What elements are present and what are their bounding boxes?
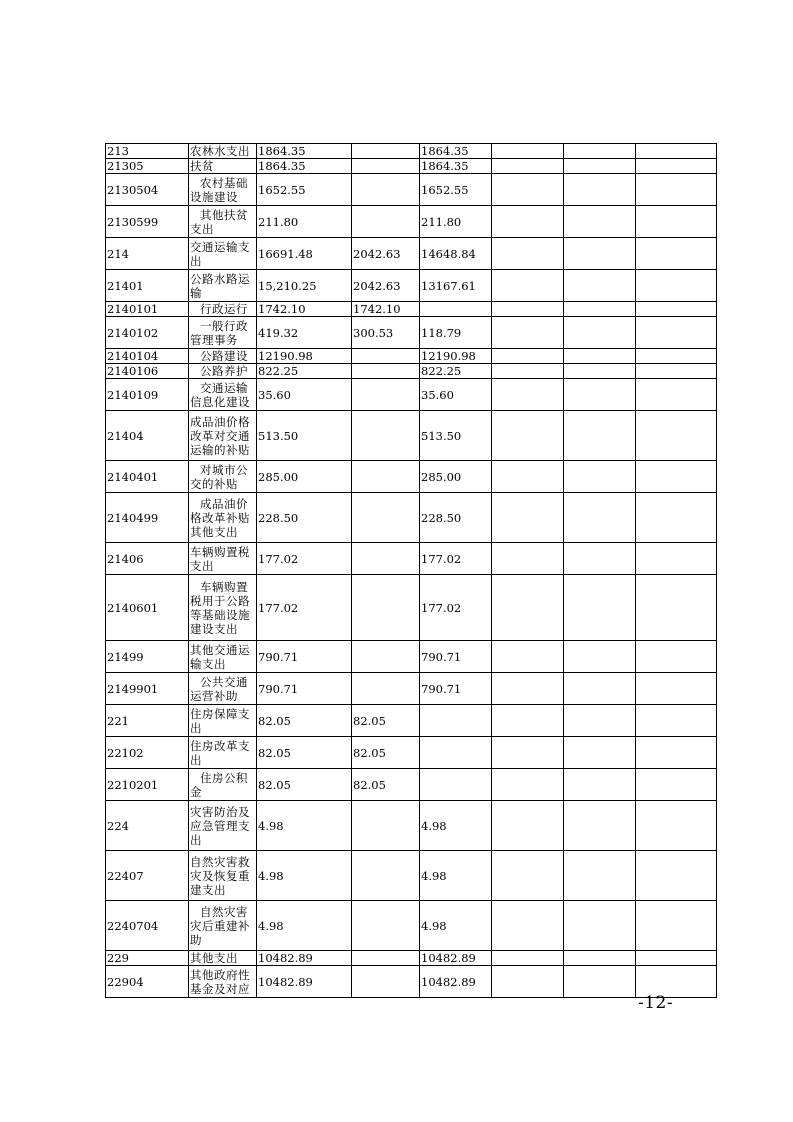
table-row <box>106 641 717 673</box>
project-expenditure-cell: 12190.98 <box>420 349 492 364</box>
subject-name-cell: 公路水路运输 <box>189 270 257 302</box>
project-expenditure-cell: 13167.61 <box>420 270 492 302</box>
empty-cell <box>564 238 636 270</box>
subject-name-cell: 自然灾害救灾及恢复重建支出 <box>189 851 257 901</box>
empty-cell <box>636 461 717 493</box>
subject-name-cell: 交通运输支出 <box>189 238 257 270</box>
empty-cell <box>492 641 564 673</box>
empty-cell <box>636 951 717 966</box>
total-amount-cell: 1652.55 <box>257 174 352 206</box>
project-expenditure-cell <box>420 737 492 769</box>
empty-cell <box>492 851 564 901</box>
subject-code-cell: 2140101 <box>106 302 189 317</box>
subject-name-cell: 公路养护 <box>189 364 257 379</box>
subject-name-cell: 公共交通运营补助 <box>189 673 257 705</box>
empty-cell <box>564 174 636 206</box>
basic-expenditure-cell: 82.05 <box>352 705 420 737</box>
total-amount-cell: 12190.98 <box>257 349 352 364</box>
empty-cell <box>564 302 636 317</box>
table-row <box>106 673 717 705</box>
project-expenditure-cell: 118.79 <box>420 317 492 349</box>
subject-name-cell: 其他支出 <box>189 951 257 966</box>
empty-cell <box>564 543 636 575</box>
subject-code-cell: 2140601 <box>106 575 189 641</box>
subject-name-cell: 车辆购置税用于公路等基础设施建设支出 <box>189 575 257 641</box>
empty-cell <box>564 349 636 364</box>
table-row <box>106 951 717 966</box>
empty-cell <box>564 144 636 159</box>
subject-code-cell: 21499 <box>106 641 189 673</box>
empty-cell <box>636 364 717 379</box>
project-expenditure-cell: 790.71 <box>420 673 492 705</box>
table-row <box>106 461 717 493</box>
basic-expenditure-cell <box>352 673 420 705</box>
total-amount-cell: 10482.89 <box>257 951 352 966</box>
empty-cell <box>564 461 636 493</box>
empty-cell <box>492 461 564 493</box>
subject-name-cell: 车辆购置税支出 <box>189 543 257 575</box>
empty-cell <box>636 673 717 705</box>
project-expenditure-cell: 790.71 <box>420 641 492 673</box>
total-amount-cell: 419.32 <box>257 317 352 349</box>
subject-code-cell: 22102 <box>106 737 189 769</box>
basic-expenditure-cell <box>352 641 420 673</box>
project-expenditure-cell: 10482.89 <box>420 966 492 998</box>
total-amount-cell: 1864.35 <box>257 144 352 159</box>
empty-cell <box>636 493 717 543</box>
empty-cell <box>564 705 636 737</box>
empty-cell <box>564 966 636 998</box>
empty-cell <box>636 159 717 174</box>
total-amount-cell: 211.80 <box>257 206 352 238</box>
subject-code-cell: 221 <box>106 705 189 737</box>
empty-cell <box>564 411 636 461</box>
table-row <box>106 901 717 951</box>
empty-cell <box>492 737 564 769</box>
empty-cell <box>492 411 564 461</box>
project-expenditure-cell <box>420 705 492 737</box>
basic-expenditure-cell <box>352 379 420 411</box>
empty-cell <box>492 801 564 851</box>
subject-name-cell: 农村基础设施建设 <box>189 174 257 206</box>
project-expenditure-cell: 1864.35 <box>420 144 492 159</box>
subject-code-cell: 21404 <box>106 411 189 461</box>
total-amount-cell: 10482.89 <box>257 966 352 998</box>
empty-cell <box>492 966 564 998</box>
basic-expenditure-cell <box>352 543 420 575</box>
empty-cell <box>492 270 564 302</box>
table-row <box>106 144 717 159</box>
empty-cell <box>492 144 564 159</box>
empty-cell <box>636 851 717 901</box>
empty-cell <box>492 379 564 411</box>
empty-cell <box>564 159 636 174</box>
subject-name-cell: 行政运行 <box>189 302 257 317</box>
subject-code-cell: 2140109 <box>106 379 189 411</box>
total-amount-cell: 82.05 <box>257 769 352 801</box>
subject-code-cell: 2140104 <box>106 349 189 364</box>
subject-code-cell: 2130504 <box>106 174 189 206</box>
total-amount-cell: 82.05 <box>257 737 352 769</box>
empty-cell <box>564 801 636 851</box>
subject-name-cell: 其他交通运输支出 <box>189 641 257 673</box>
empty-cell <box>636 206 717 238</box>
empty-cell <box>636 411 717 461</box>
page-number: -12- <box>638 993 674 1013</box>
empty-cell <box>492 705 564 737</box>
empty-cell <box>564 951 636 966</box>
total-amount-cell: 82.05 <box>257 705 352 737</box>
subject-code-cell: 2140106 <box>106 364 189 379</box>
project-expenditure-cell: 1652.55 <box>420 174 492 206</box>
table-row <box>106 270 717 302</box>
empty-cell <box>492 543 564 575</box>
subject-name-cell: 住房保障支出 <box>189 705 257 737</box>
table-row <box>106 705 717 737</box>
basic-expenditure-cell <box>352 801 420 851</box>
budget-expenditure-table <box>105 143 717 998</box>
table-row <box>106 379 717 411</box>
table-row <box>106 302 717 317</box>
subject-code-cell: 214 <box>106 238 189 270</box>
total-amount-cell: 4.98 <box>257 851 352 901</box>
basic-expenditure-cell <box>352 144 420 159</box>
subject-name-cell: 住房公积金 <box>189 769 257 801</box>
empty-cell <box>636 801 717 851</box>
empty-cell <box>492 901 564 951</box>
basic-expenditure-cell <box>352 851 420 901</box>
project-expenditure-cell: 1864.35 <box>420 159 492 174</box>
subject-code-cell: 2210201 <box>106 769 189 801</box>
total-amount-cell: 228.50 <box>257 493 352 543</box>
project-expenditure-cell: 14648.84 <box>420 238 492 270</box>
empty-cell <box>636 543 717 575</box>
subject-code-cell: 2140499 <box>106 493 189 543</box>
table-row <box>106 159 717 174</box>
basic-expenditure-cell <box>352 174 420 206</box>
subject-name-cell: 交通运输信息化建设 <box>189 379 257 411</box>
subject-code-cell: 22904 <box>106 966 189 998</box>
empty-cell <box>636 901 717 951</box>
project-expenditure-cell: 228.50 <box>420 493 492 543</box>
subject-code-cell: 22407 <box>106 851 189 901</box>
total-amount-cell: 1864.35 <box>257 159 352 174</box>
subject-code-cell: 2149901 <box>106 673 189 705</box>
project-expenditure-cell: 285.00 <box>420 461 492 493</box>
table-row <box>106 349 717 364</box>
subject-code-cell: 21305 <box>106 159 189 174</box>
project-expenditure-cell: 4.98 <box>420 801 492 851</box>
basic-expenditure-cell <box>352 349 420 364</box>
total-amount-cell: 177.02 <box>257 575 352 641</box>
table-row <box>106 238 717 270</box>
subject-code-cell: 2240704 <box>106 901 189 951</box>
subject-code-cell: 213 <box>106 144 189 159</box>
empty-cell <box>564 769 636 801</box>
empty-cell <box>564 641 636 673</box>
table-row <box>106 737 717 769</box>
project-expenditure-cell <box>420 302 492 317</box>
table-row <box>106 493 717 543</box>
empty-cell <box>636 174 717 206</box>
empty-cell <box>636 238 717 270</box>
subject-name-cell: 自然灾害灾后重建补助 <box>189 901 257 951</box>
table-row <box>106 966 717 998</box>
empty-cell <box>564 575 636 641</box>
empty-cell <box>636 349 717 364</box>
basic-expenditure-cell: 1742.10 <box>352 302 420 317</box>
total-amount-cell: 285.00 <box>257 461 352 493</box>
table-row <box>106 206 717 238</box>
basic-expenditure-cell <box>352 901 420 951</box>
empty-cell <box>636 705 717 737</box>
subject-name-cell: 一般行政管理事务 <box>189 317 257 349</box>
empty-cell <box>492 317 564 349</box>
empty-cell <box>492 951 564 966</box>
empty-cell <box>636 317 717 349</box>
basic-expenditure-cell: 300.53 <box>352 317 420 349</box>
total-amount-cell: 513.50 <box>257 411 352 461</box>
empty-cell <box>492 206 564 238</box>
subject-code-cell: 21406 <box>106 543 189 575</box>
basic-expenditure-cell <box>352 951 420 966</box>
subject-code-cell: 21401 <box>106 270 189 302</box>
project-expenditure-cell <box>420 769 492 801</box>
subject-code-cell: 2140102 <box>106 317 189 349</box>
subject-name-cell: 成品油价格改革补贴其他支出 <box>189 493 257 543</box>
subject-code-cell: 2130599 <box>106 206 189 238</box>
subject-name-cell: 成品油价格改革对交通运输的补贴 <box>189 411 257 461</box>
basic-expenditure-cell <box>352 206 420 238</box>
subject-name-cell: 住房改革支出 <box>189 737 257 769</box>
subject-code-cell: 224 <box>106 801 189 851</box>
total-amount-cell: 790.71 <box>257 641 352 673</box>
empty-cell <box>564 317 636 349</box>
empty-cell <box>636 769 717 801</box>
table-row <box>106 851 717 901</box>
project-expenditure-cell: 177.02 <box>420 543 492 575</box>
total-amount-cell: 4.98 <box>257 901 352 951</box>
empty-cell <box>564 206 636 238</box>
total-amount-cell: 790.71 <box>257 673 352 705</box>
empty-cell <box>564 379 636 411</box>
project-expenditure-cell: 4.98 <box>420 851 492 901</box>
empty-cell <box>492 575 564 641</box>
empty-cell <box>492 349 564 364</box>
empty-cell <box>492 302 564 317</box>
subject-name-cell: 其他扶贫支出 <box>189 206 257 238</box>
total-amount-cell: 177.02 <box>257 543 352 575</box>
basic-expenditure-cell <box>352 411 420 461</box>
basic-expenditure-cell: 82.05 <box>352 737 420 769</box>
basic-expenditure-cell <box>352 159 420 174</box>
basic-expenditure-cell <box>352 966 420 998</box>
total-amount-cell: 15,210.25 <box>257 270 352 302</box>
empty-cell <box>492 769 564 801</box>
empty-cell <box>564 737 636 769</box>
table-row <box>106 411 717 461</box>
total-amount-cell: 35.60 <box>257 379 352 411</box>
empty-cell <box>636 144 717 159</box>
empty-cell <box>564 270 636 302</box>
empty-cell <box>564 364 636 379</box>
empty-cell <box>564 901 636 951</box>
empty-cell <box>564 493 636 543</box>
project-expenditure-cell: 10482.89 <box>420 951 492 966</box>
table-row <box>106 575 717 641</box>
table-row <box>106 174 717 206</box>
empty-cell <box>564 673 636 705</box>
empty-cell <box>636 575 717 641</box>
empty-cell <box>636 270 717 302</box>
project-expenditure-cell: 211.80 <box>420 206 492 238</box>
empty-cell <box>636 302 717 317</box>
subject-name-cell: 灾害防治及应急管理支出 <box>189 801 257 851</box>
total-amount-cell: 1742.10 <box>257 302 352 317</box>
total-amount-cell: 822.25 <box>257 364 352 379</box>
subject-name-cell: 扶贫 <box>189 159 257 174</box>
empty-cell <box>492 493 564 543</box>
basic-expenditure-cell <box>352 461 420 493</box>
empty-cell <box>636 737 717 769</box>
basic-expenditure-cell <box>352 575 420 641</box>
empty-cell <box>636 641 717 673</box>
empty-cell <box>492 174 564 206</box>
empty-cell <box>492 364 564 379</box>
subject-name-cell: 其他政府性基金及对应 <box>189 966 257 998</box>
basic-expenditure-cell: 2042.63 <box>352 238 420 270</box>
empty-cell <box>564 851 636 901</box>
basic-expenditure-cell <box>352 364 420 379</box>
table-row <box>106 364 717 379</box>
total-amount-cell: 4.98 <box>257 801 352 851</box>
table-row <box>106 543 717 575</box>
basic-expenditure-cell <box>352 493 420 543</box>
subject-code-cell: 2140401 <box>106 461 189 493</box>
subject-name-cell: 对城市公交的补贴 <box>189 461 257 493</box>
table-row <box>106 317 717 349</box>
table-row <box>106 769 717 801</box>
table-row <box>106 801 717 851</box>
basic-expenditure-cell: 2042.63 <box>352 270 420 302</box>
subject-name-cell: 农林水支出 <box>189 144 257 159</box>
basic-expenditure-cell: 82.05 <box>352 769 420 801</box>
table-body <box>106 144 717 998</box>
empty-cell <box>636 379 717 411</box>
project-expenditure-cell: 35.60 <box>420 379 492 411</box>
project-expenditure-cell: 822.25 <box>420 364 492 379</box>
project-expenditure-cell: 4.98 <box>420 901 492 951</box>
project-expenditure-cell: 513.50 <box>420 411 492 461</box>
total-amount-cell: 16691.48 <box>257 238 352 270</box>
subject-name-cell: 公路建设 <box>189 349 257 364</box>
empty-cell <box>492 673 564 705</box>
empty-cell <box>492 238 564 270</box>
empty-cell <box>492 159 564 174</box>
subject-code-cell: 229 <box>106 951 189 966</box>
project-expenditure-cell: 177.02 <box>420 575 492 641</box>
